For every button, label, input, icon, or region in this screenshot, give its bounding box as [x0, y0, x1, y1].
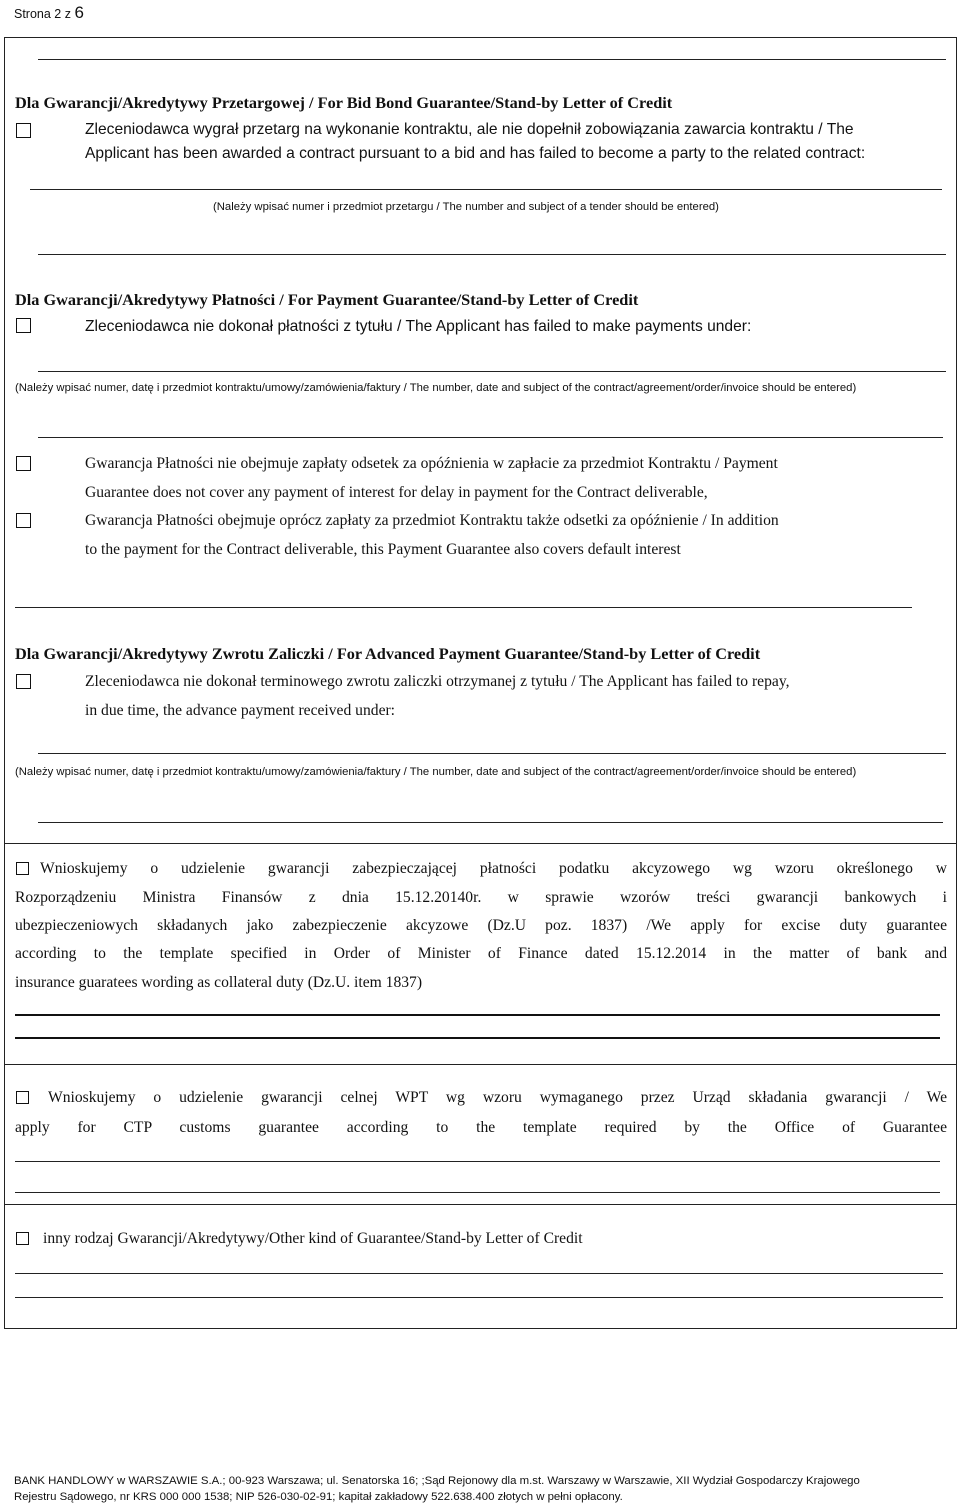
excise-checkbox[interactable]: [16, 862, 29, 875]
customs-checkbox[interactable]: [16, 1091, 29, 1104]
top-fill-line[interactable]: [38, 59, 946, 60]
section-divider-2: [4, 1064, 957, 1065]
footer-line2: Rejestru Sądowego, nr KRS 000 000 1538; NIP 526-030-02-91; kapitał zakładowy 522.638.400 złotych w pełni opłacony.: [14, 1491, 623, 1503]
bid-bond-option-line2: Applicant has been awarded a contract pursuant to a bid and has failed to become a party to the related contract:: [85, 145, 866, 162]
interest-excluded-line1: Gwarancja Płatności nie obejmuje zapłaty odsetek za opóźnienia w zapłacie za przedmiot Kontraktu / Payment: [85, 455, 778, 472]
payment-option-line1: Zleceniodawca nie dokonał płatności z tytułu / The Applicant has failed to make payments under:: [85, 318, 752, 335]
excise-line5: insurance guaratees wording as collateral duty (Dz.U. item 1837): [15, 974, 423, 991]
customs-line2: apply for CTP customs guarantee according to the template required by the Office of Guarantee: [15, 1119, 947, 1136]
payment-fill-line-2[interactable]: [38, 437, 943, 438]
other-checkbox[interactable]: [16, 1232, 29, 1245]
interest-included-line1: Gwarancja Płatności obejmuje oprócz zapłaty za przedmiot Kontraktu także odsetki za opóźnienie / In addition: [85, 512, 779, 529]
bid-bond-option-line1: Zleceniodawca wygrał przetarg na wykonanie kontraktu, ale nie dopełnił zobowiązania zawarcia kontraktu / The: [85, 121, 854, 138]
interest-excluded-line2: Guarantee does not cover any payment of interest for delay in payment for the Contract deliverable,: [85, 484, 708, 501]
interest-excluded-checkbox[interactable]: [16, 456, 31, 471]
bid-bond-fill-line[interactable]: [30, 189, 942, 190]
customs-fill-line-2[interactable]: [15, 1192, 940, 1193]
bid-bond-note: (Należy wpisać numer i przedmiot przetargu / The number and subject of a tender should be entered): [213, 201, 719, 213]
other-fill-line[interactable]: [15, 1273, 943, 1274]
interest-included-checkbox[interactable]: [16, 513, 31, 528]
page-number: 6: [74, 3, 84, 22]
advance-note: (Należy wpisać numer, datę i przedmiot kontraktu/umowy/zamówienia/faktury / The number, date and subject of the contract/agreement/order/invoice should be entered): [15, 766, 857, 778]
bid-bond-heading: Dla Gwarancji/Akredytywy Przetargowej / For Bid Bond Guarantee/Stand-by Letter of Credit: [15, 93, 673, 112]
excise-line3: ubezpieczeniowych składanych jako zabezpieczenie akcyzowe (Dz.U poz. 1837) /We apply for excise duty guarantee: [15, 917, 947, 934]
advance-fill-line-2[interactable]: [38, 822, 943, 823]
advance-fill-line[interactable]: [38, 753, 946, 754]
excise-fill-line[interactable]: [15, 1014, 940, 1016]
section-divider-3: [4, 1204, 957, 1205]
customs-line1: Wnioskujemy o udzielenie gwarancji celnej WPT wg wzoru wymaganego przez Urząd składania gwarancji / We: [48, 1089, 947, 1106]
footer-line1: BANK HANDLOWY w WARSZAWIE S.A.; 00-923 Warszawa; ul. Senatorska 16; ;Sąd Rejonowy dla m.st. Warszawy w Warszawie, XII Wydział Gospodarczy Krajowego: [14, 1475, 860, 1487]
payment-fill-line[interactable]: [38, 371, 946, 372]
excise-fill-line-2[interactable]: [15, 1037, 940, 1039]
advance-checkbox[interactable]: [16, 674, 31, 689]
payment-checkbox[interactable]: [16, 318, 31, 333]
page-indicator: [14, 3, 84, 23]
excise-line4: according to the template specified in Order of Minister of Finance dated 15.12.2014 in the matter of bank and: [15, 945, 947, 962]
other-fill-line-2[interactable]: [15, 1297, 943, 1298]
other-line1: inny rodzaj Gwarancji/Akredytywy/Other kind of Guarantee/Stand-by Letter of Credit: [43, 1230, 583, 1247]
customs-fill-line[interactable]: [15, 1161, 940, 1162]
payment-separator-line[interactable]: [15, 607, 912, 608]
page-label: Strona 2 z: [14, 7, 71, 21]
bid-bond-checkbox[interactable]: [16, 123, 31, 138]
advance-option-line1: Zleceniodawca nie dokonał terminowego zwrotu zaliczki otrzymanej z tytułu / The Applicant has failed to repay,: [85, 673, 790, 690]
advance-heading: Dla Gwarancji/Akredytywy Zwrotu Zaliczki / For Advanced Payment Guarantee/Stand-by Letter of Credit: [15, 644, 761, 663]
section-divider: [4, 843, 957, 844]
excise-line2: Rozporządzeniu Ministra Finansów z dnia 15.12.20140r. w sprawie wzorów treści gwarancji bankowych i: [15, 889, 947, 906]
excise-line1: Wnioskujemy o udzielenie gwarancji zabezpieczającej płatności podatku akcyzowego wg wzoru określonego w: [40, 860, 947, 877]
payment-heading: Dla Gwarancji/Akredytywy Płatności / For Payment Guarantee/Stand-by Letter of Credit: [15, 290, 639, 309]
advance-option-line2: in due time, the advance payment received under:: [85, 702, 396, 719]
bid-bond-fill-line-2[interactable]: [38, 254, 946, 255]
payment-note: (Należy wpisać numer, datę i przedmiot kontraktu/umowy/zamówienia/faktury / The number, date and subject of the contract/agreement/order/invoice should be entered): [15, 382, 857, 394]
interest-included-line2: to the payment for the Contract deliverable, this Payment Guarantee also covers default interest: [85, 541, 681, 558]
